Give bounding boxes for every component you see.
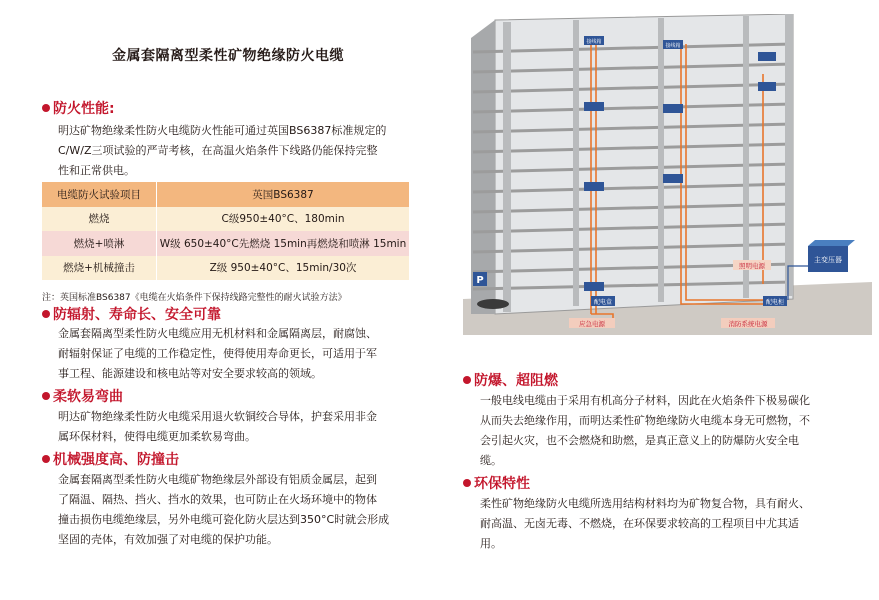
table-cell: Z级 950±40°C、15min/30次 bbox=[157, 256, 410, 281]
text-line: 明达矿物绝缘柔性防火电缆采用退火软铜绞合导体，护套采用非金 bbox=[58, 410, 377, 423]
table-row bbox=[42, 207, 409, 232]
text-line: 金属套隔离型柔性防火电缆矿物绝缘层外部设有铝质金属层，起到 bbox=[58, 473, 377, 486]
text-line: 一般电线电缆由于采用有机高分子材料，因此在火焰条件下极易碳化 bbox=[480, 394, 810, 407]
text-line: 事工程、能源建设和核电站等对安全要求较高的领域。 bbox=[58, 367, 322, 380]
table-cell: W级 650±40°C先燃烧 15min再燃烧和喷淋 15min bbox=[157, 231, 410, 256]
section-soft-heading: 柔软易弯曲 bbox=[42, 388, 123, 406]
section-eco bbox=[463, 475, 530, 493]
bullet-icon bbox=[463, 376, 471, 384]
box-label: 接线箱 bbox=[665, 43, 681, 49]
transformer-label: 主变压器 bbox=[814, 256, 842, 264]
fire-source-label: 消防系统电源 bbox=[728, 320, 768, 328]
section-explosion-body bbox=[480, 391, 810, 471]
text-line: 会引起火灾，也不会燃烧和助燃，是真正意义上的防爆防火安全电 bbox=[480, 434, 799, 447]
dist-box-label: 配电盒 bbox=[593, 299, 613, 306]
section-explosion-heading: 防爆、超阻燃 bbox=[463, 372, 558, 390]
section-fire-body bbox=[58, 121, 386, 181]
table-row bbox=[42, 231, 409, 256]
bullet-icon bbox=[42, 104, 50, 112]
page-title: 金属套隔离型柔性矿物绝缘防火电缆 bbox=[112, 48, 344, 64]
section-soft-body bbox=[58, 407, 377, 447]
building-side bbox=[471, 20, 495, 314]
fire-test-table bbox=[42, 182, 409, 280]
text-line: 柔性矿物绝缘防火电缆所选用结构材料均为矿物复合物，具有耐火、 bbox=[480, 497, 810, 510]
text-line: 明达矿物绝缘柔性防火电缆防火性能可通过英国BS6387标准规定的 bbox=[58, 124, 387, 137]
text-line: 性和正常供电。 bbox=[58, 164, 135, 177]
section-fire-heading: 防火性能: bbox=[42, 100, 115, 118]
table-header-cell: 英国BS6387 bbox=[157, 182, 410, 207]
emergency-power-label: 照明电源 bbox=[739, 262, 765, 270]
section-mech bbox=[42, 451, 179, 469]
table-header-cell: 电缆防火试验项目 bbox=[42, 182, 157, 207]
bullet-icon bbox=[42, 310, 50, 318]
parking-label: P bbox=[476, 275, 484, 286]
table-header-row bbox=[42, 182, 409, 207]
table-cell: C级950±40°C、180min bbox=[157, 207, 410, 232]
section-radiation-body bbox=[58, 324, 377, 384]
section-mech-body bbox=[58, 470, 389, 550]
text-line: 属环保材料，使得电缆更加柔软易弯曲。 bbox=[58, 430, 256, 443]
text-line: 耐高温、无卤无毒、不燃烧，在环保要求较高的工程项目中尤其适 bbox=[480, 517, 799, 530]
table-note: 注：英国标准BS6387《电缆在火焰条件下保持线路完整性的耐火试验方法》 bbox=[42, 293, 347, 303]
section-eco-body bbox=[480, 494, 810, 554]
text-line: 用。 bbox=[480, 537, 502, 550]
text-line: C/W/Z三项试验的严苛考核，在高温火焰条件下线路仍能保持完整 bbox=[58, 144, 378, 157]
text-line: 撞击损伤电缆绝缘层，另外电缆可瓷化防火层达到350°C时就会形成 bbox=[58, 513, 390, 526]
text-line: 耐辐射保证了电缆的工作稳定性，使得使用寿命更长，可适用于军 bbox=[58, 347, 377, 360]
text-line: 坚固的壳体，有效加强了对电缆的保护功能。 bbox=[58, 533, 278, 546]
section-soft bbox=[42, 388, 123, 406]
section-explosion bbox=[463, 372, 558, 390]
text-line: 了隔温、隔热、挡火、挡水的效果，也可防止在火场环境中的物体 bbox=[58, 493, 377, 506]
section-radiation-heading: 防辐射、寿命长、安全可靠 bbox=[42, 306, 221, 324]
table-row bbox=[42, 256, 409, 281]
bullet-icon bbox=[42, 455, 50, 463]
section-eco-heading: 环保特性 bbox=[463, 475, 530, 493]
car-icon bbox=[477, 299, 509, 309]
bullet-icon bbox=[463, 479, 471, 487]
table-cell: 燃烧+机械撞击 bbox=[42, 256, 157, 281]
section-mech-heading: 机械强度高、防撞击 bbox=[42, 451, 179, 469]
text-line: 从而失去绝缘作用，而明达柔性矿物绝缘防火电缆本身无可燃物，不 bbox=[480, 414, 810, 427]
text-line: 金属套隔离型柔性防火电缆应用无机材料和金属隔离层，耐腐蚀、 bbox=[58, 327, 377, 340]
section-radiation bbox=[42, 306, 221, 324]
dist-cabinet-label: 配电柜 bbox=[765, 299, 785, 306]
section-fire bbox=[42, 100, 115, 118]
box-label: 接线箱 bbox=[586, 39, 602, 45]
emergency-source-label: 应急电源 bbox=[579, 320, 605, 328]
table-cell: 燃烧 bbox=[42, 207, 157, 232]
table-cell: 燃烧+喷淋 bbox=[42, 231, 157, 256]
bullet-icon bbox=[42, 392, 50, 400]
text-line: 缆。 bbox=[480, 454, 502, 467]
building-cable-diagram bbox=[463, 14, 872, 335]
